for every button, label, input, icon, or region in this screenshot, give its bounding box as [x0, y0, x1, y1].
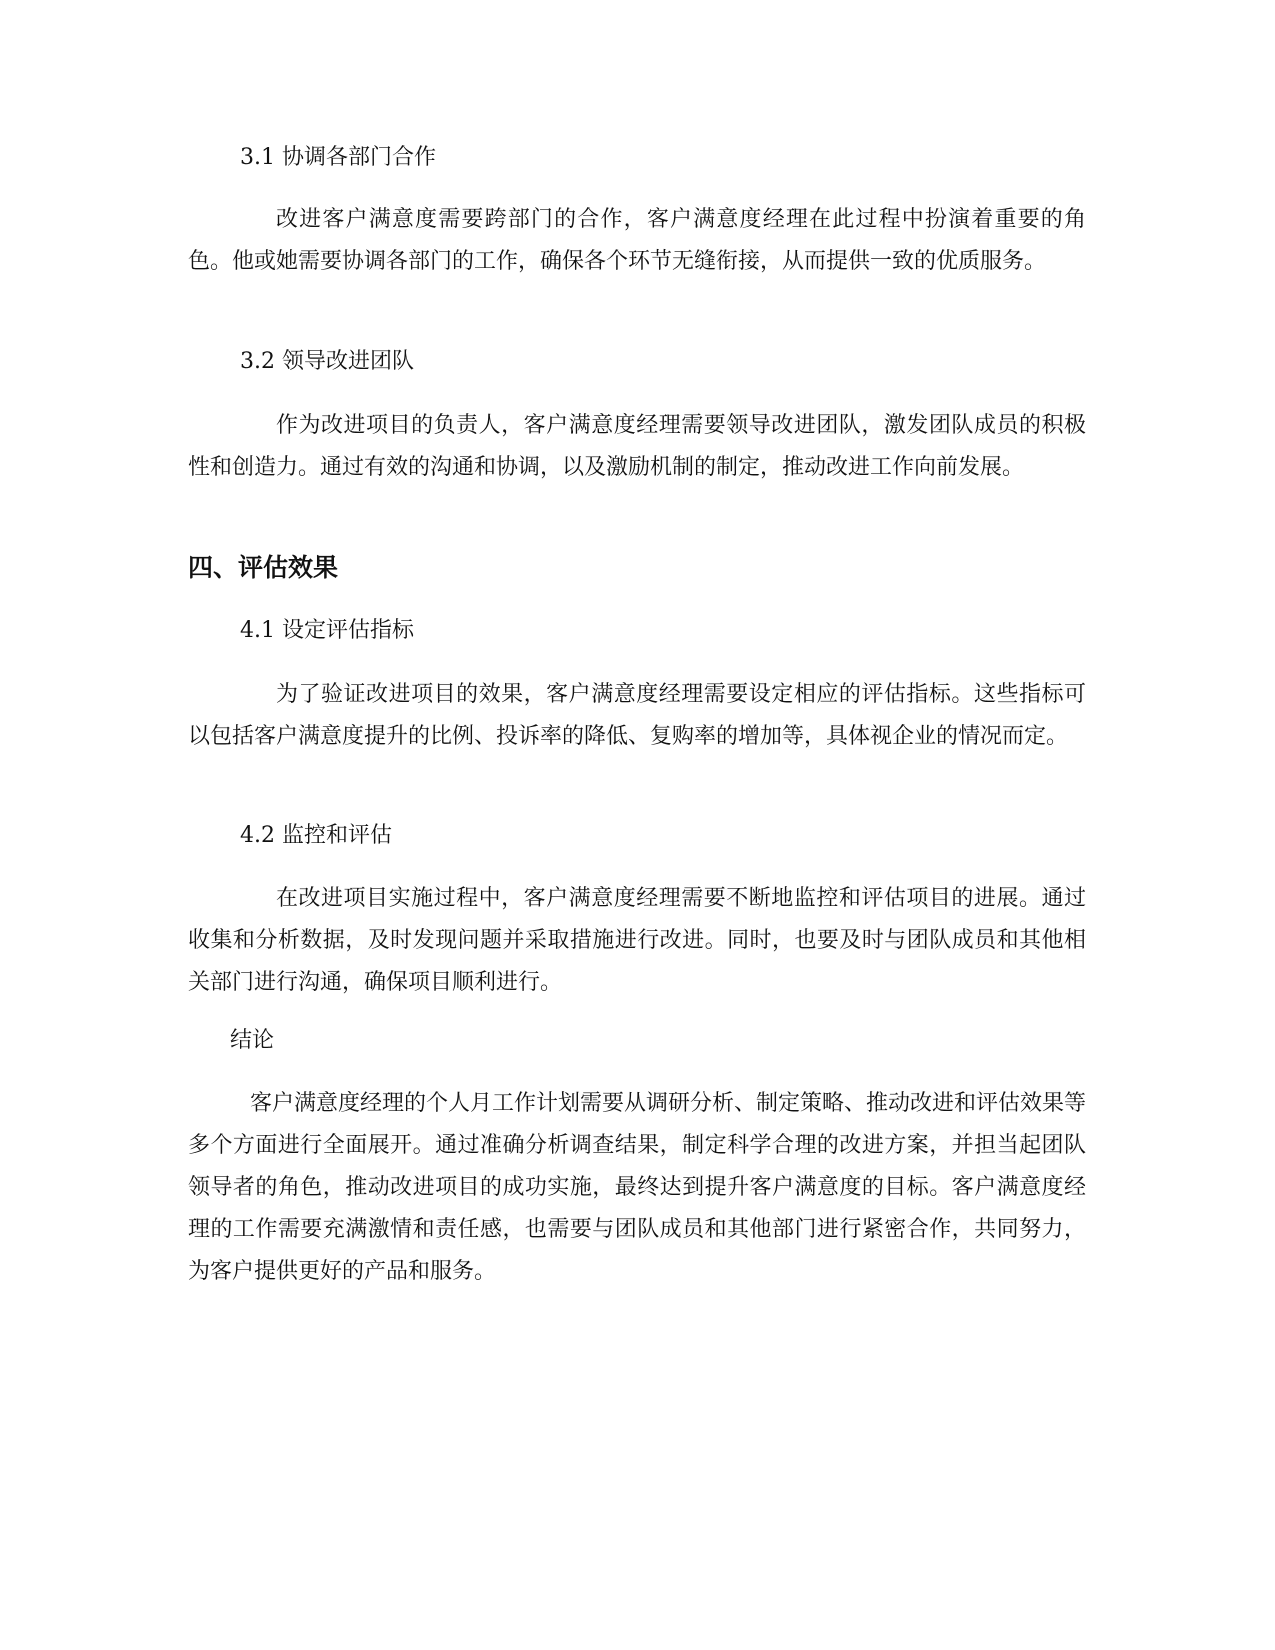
subsection-heading-4-2: 4.2 监控和评估 [240, 823, 392, 848]
subsection-heading-3-2: 3.2 领导改进团队 [240, 349, 414, 374]
paragraph-3-1: 改进客户满意度需要跨部门的合作，客户满意度经理在此过程中扮演着重要的角色。他或她需要协调各部门的工作，确保各个环节无缝衔接，从而提供一致的优质服务。 [188, 207, 1086, 274]
subsection-heading-3-1: 3.1 协调各部门合作 [240, 145, 436, 170]
conclusion-heading: 结论 [230, 1028, 275, 1053]
paragraph-4-1: 为了验证改进项目的效果，客户满意度经理需要设定相应的评估指标。这些指标可以包括客户满意度提升的比例、投诉率的降低、复购率的增加等，具体视企业的情况而定。 [188, 682, 1086, 749]
section-heading-4: 四、评估效果 [188, 553, 339, 582]
paragraph-4-2: 在改进项目实施过程中，客户满意度经理需要不断地监控和评估项目的进展。通过收集和分析数据，及时发现问题并采取措施进行改进。同时，也要及时与团队成员和其他相关部门进行沟通，确保项目顺利进行。 [188, 886, 1086, 995]
subsection-heading-4-1: 4.1 设定评估指标 [240, 618, 414, 643]
paragraph-3-2: 作为改进项目的负责人，客户满意度经理需要领导改进团队，激发团队成员的积极性和创造力。通过有效的沟通和协调，以及激励机制的制定，推动改进工作向前发展。 [188, 413, 1086, 480]
conclusion-paragraph: 客户满意度经理的个人月工作计划需要从调研分析、制定策略、推动改进和评估效果等多个方面进行全面展开。通过准确分析调查结果，制定科学合理的改进方案，并担当起团队领导者的角色，推动改进项目的成功实施，最终达到提升客户满意度的目标。客户满意度经理的工作需要充满激情和责任感，也需要与团队成员和其他部门进行紧密合作，共同努力，为客户提供更好的产品和服务。 [188, 1091, 1087, 1284]
